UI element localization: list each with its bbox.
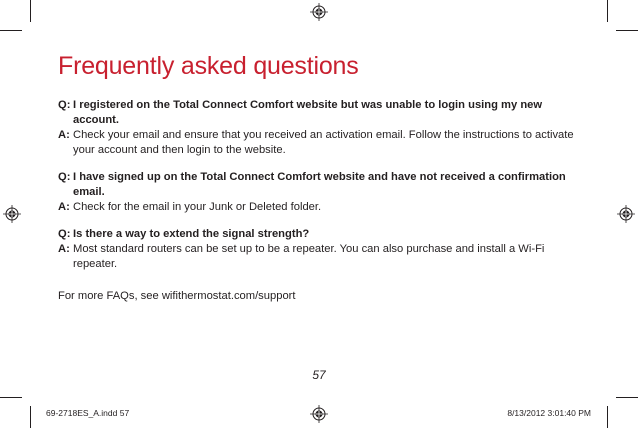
- slug-timestamp: 8/13/2012 3:01:40 PM: [507, 408, 591, 418]
- crop-mark-top-left: [30, 0, 31, 22]
- answer-marker: A:: [58, 201, 70, 213]
- crop-mark-left-top: [0, 30, 22, 31]
- question-marker: Q:: [58, 171, 71, 183]
- question-text: I registered on the Total Connect Comfort website but was unable to login using my new account.: [73, 99, 543, 126]
- answer-text: Check your email and ensure that you received an activation email. Follow the instructions to activate your account and then login to the website.: [73, 129, 574, 156]
- crop-mark-bottom-left: [30, 406, 31, 428]
- crop-mark-right-top: [616, 30, 638, 31]
- faq-question: [58, 170, 578, 200]
- answer-marker: A:: [58, 129, 70, 141]
- question-marker: Q:: [58, 99, 71, 111]
- more-faqs-note: For more FAQs, see wifithermostat.com/support: [58, 290, 296, 302]
- faq-question: [58, 98, 578, 128]
- faq-question: [58, 227, 578, 242]
- slug-filename: 69-2718ES_A.indd 57: [46, 408, 130, 418]
- crop-mark-left-bottom: [0, 397, 22, 398]
- crop-mark-top-right: [607, 0, 608, 22]
- registration-mark-top: [310, 3, 328, 21]
- faq-item: [58, 98, 578, 158]
- registration-mark-right: [617, 205, 635, 223]
- faq-item: [58, 227, 578, 272]
- faq-list: [58, 98, 578, 284]
- answer-text: Most standard routers can be set up to be a repeater. You can also purchase and install a Wi-Fi repeater.: [73, 243, 545, 270]
- registration-mark-left: [3, 205, 21, 223]
- answer-marker: A:: [58, 243, 70, 255]
- faq-answer: [58, 128, 578, 158]
- page-title: Frequently asked questions: [58, 52, 359, 80]
- question-marker: Q:: [58, 228, 71, 240]
- answer-text: Check for the email in your Junk or Deleted folder.: [73, 201, 322, 213]
- question-text: Is there a way to extend the signal strength?: [73, 228, 310, 240]
- registration-mark-bottom: [310, 405, 328, 423]
- page-number: 57: [312, 368, 326, 382]
- faq-item: [58, 170, 578, 215]
- crop-mark-right-bottom: [616, 397, 638, 398]
- faq-answer: [58, 200, 578, 215]
- crop-mark-bottom-right: [607, 406, 608, 428]
- question-text: I have signed up on the Total Connect Comfort website and have not received a confirmation email.: [73, 171, 566, 198]
- faq-answer: [58, 242, 578, 272]
